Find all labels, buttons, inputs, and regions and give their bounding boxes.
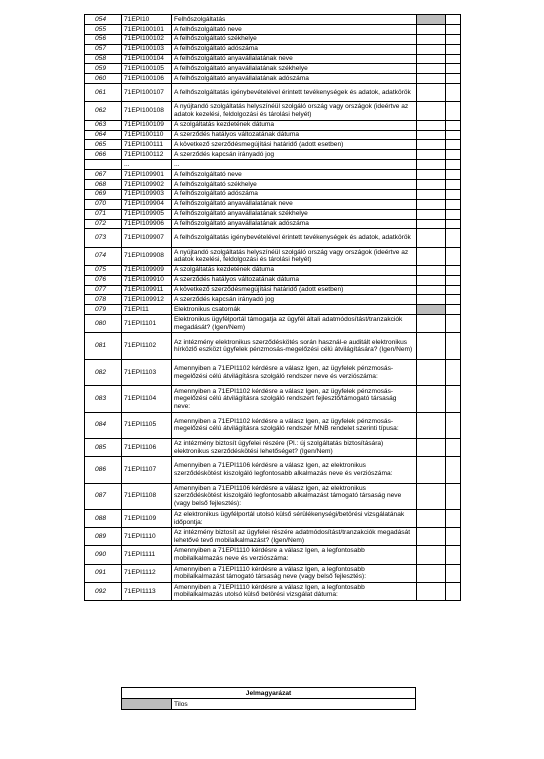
row-description: A felhőszolgáltató anyavállalatának neve bbox=[172, 54, 417, 64]
row-extra-cell bbox=[446, 199, 461, 209]
row-number: 067 bbox=[85, 170, 122, 180]
row-value-cell bbox=[417, 315, 446, 333]
legend-swatch bbox=[122, 699, 172, 710]
row-number: 077 bbox=[85, 285, 122, 295]
row-code: 71EPI1103 bbox=[122, 359, 172, 385]
row-description: Az intézmény biztosít az ügyfelei részére adatmódosítást/tranzakciók megadását lehetővé tevő mobilalkalmazást? (Igen/Nem) bbox=[172, 528, 417, 546]
row-value-cell bbox=[417, 412, 446, 438]
table-row bbox=[85, 528, 461, 546]
row-extra-cell bbox=[446, 15, 461, 25]
row-number: 057 bbox=[85, 44, 122, 54]
row-number: 087 bbox=[85, 483, 122, 509]
row-description: Amennyiben a 71EPI1102 kérdésre a válasz Igen, az ügyfelek pénzmosás-megelőzési célú átvilágításra szolgáló rendszert fejlesztő/támogató társaság neve: bbox=[172, 386, 417, 412]
legend bbox=[121, 687, 416, 710]
table-row bbox=[85, 509, 461, 527]
table-row bbox=[85, 140, 461, 150]
row-value-cell bbox=[417, 189, 446, 199]
row-code: 71EPI100105 bbox=[122, 64, 172, 74]
row-code: 71EPI100107 bbox=[122, 84, 172, 102]
row-value-cell bbox=[417, 209, 446, 219]
table-row bbox=[85, 546, 461, 564]
row-extra-cell bbox=[446, 295, 461, 305]
table-row bbox=[85, 386, 461, 412]
row-number: 062 bbox=[85, 102, 122, 120]
row-number: 059 bbox=[85, 64, 122, 74]
row-code: 71EPI109906 bbox=[122, 219, 172, 229]
row-code: 71EPI100112 bbox=[122, 150, 172, 160]
row-value-cell bbox=[417, 170, 446, 180]
legend-item bbox=[122, 699, 416, 710]
row-code: 71EPI100104 bbox=[122, 54, 172, 64]
row-description: A nyújtandó szolgáltatás helyszínéül szolgáló ország vagy országok (ideértve az adatok kezelési, feldolgozási és tárolási helyét) bbox=[172, 247, 417, 265]
row-code: 71EPI109910 bbox=[122, 275, 172, 285]
table-body bbox=[85, 15, 461, 601]
row-extra-cell bbox=[446, 438, 461, 456]
row-description: A nyújtandó szolgáltatás helyszínéül szolgáló ország vagy országok (ideértve az adatok kezelési, feldolgozási és tárolási helyét) bbox=[172, 102, 417, 120]
table-row bbox=[85, 44, 461, 54]
row-number: 080 bbox=[85, 315, 122, 333]
table-row bbox=[85, 315, 461, 333]
table-row bbox=[85, 120, 461, 130]
row-value-cell bbox=[417, 509, 446, 527]
row-extra-cell bbox=[446, 209, 461, 219]
row-extra-cell bbox=[446, 130, 461, 140]
row-description: Az elektronikus ügyfélportál utolsó külső sérülékenységi/betörési vizsgálatának időpontja: bbox=[172, 509, 417, 527]
row-description: A felhőszolgáltató anyavállalatának neve bbox=[172, 199, 417, 209]
row-value-cell bbox=[417, 140, 446, 150]
row-number: 065 bbox=[85, 140, 122, 150]
row-number: 076 bbox=[85, 275, 122, 285]
row-number bbox=[85, 160, 122, 170]
row-code: 71EPI100106 bbox=[122, 74, 172, 84]
row-number: 070 bbox=[85, 199, 122, 209]
legend-header-row bbox=[122, 688, 416, 699]
row-description: A következő szerződésmegújítási határidő (adott esetben) bbox=[172, 285, 417, 295]
row-value-cell bbox=[417, 457, 446, 483]
table-row bbox=[85, 84, 461, 102]
row-description: Az intézmény elektronikus szerződéskötés során használ-e auditált elektronikus hírközlő eszközt ügyfelek pénzmosás-megelőzési célú átvilágítására? (Igen/Nem) bbox=[172, 333, 417, 359]
row-number: 088 bbox=[85, 509, 122, 527]
row-extra-cell bbox=[446, 120, 461, 130]
table-row bbox=[85, 483, 461, 509]
row-value-cell bbox=[417, 582, 446, 600]
row-extra-cell bbox=[446, 150, 461, 160]
row-extra-cell bbox=[446, 189, 461, 199]
row-code: 71EPI100109 bbox=[122, 120, 172, 130]
row-description: A következő szerződésmegújítási határidő (adott esetben) bbox=[172, 140, 417, 150]
row-extra-cell bbox=[446, 265, 461, 275]
table-row bbox=[85, 34, 461, 44]
row-description: A felhőszolgáltató adószáma bbox=[172, 44, 417, 54]
table-row bbox=[85, 359, 461, 385]
row-extra-cell bbox=[446, 305, 461, 315]
row-code: 71EPI100103 bbox=[122, 44, 172, 54]
row-extra-cell bbox=[446, 219, 461, 229]
row-number: 068 bbox=[85, 179, 122, 189]
row-code: 71EPI1110 bbox=[122, 528, 172, 546]
row-value-cell bbox=[417, 546, 446, 564]
row-code: 71EPI1112 bbox=[122, 564, 172, 582]
row-number: 086 bbox=[85, 457, 122, 483]
row-description: A felhőszolgáltatás igénybevételével érintett tevékenységek és adatok, adatkörök bbox=[172, 229, 417, 247]
row-number: 072 bbox=[85, 219, 122, 229]
row-code: 71EPI109903 bbox=[122, 189, 172, 199]
row-description: A felhőszolgáltató anyavállalatának adószáma bbox=[172, 219, 417, 229]
row-value-cell bbox=[417, 15, 446, 25]
row-description: A felhőszolgáltató adószáma bbox=[172, 189, 417, 199]
table-row bbox=[85, 438, 461, 456]
table-row bbox=[85, 285, 461, 295]
table-row bbox=[85, 247, 461, 265]
row-code: 71EPI100111 bbox=[122, 140, 172, 150]
row-number: 066 bbox=[85, 150, 122, 160]
row-code: 71EPI100101 bbox=[122, 24, 172, 34]
row-number: 090 bbox=[85, 546, 122, 564]
row-extra-cell bbox=[446, 359, 461, 385]
legend-item-label: Tilos bbox=[172, 699, 416, 710]
row-code: 71EPI109902 bbox=[122, 179, 172, 189]
row-extra-cell bbox=[446, 229, 461, 247]
row-value-cell bbox=[417, 130, 446, 140]
row-code: 71EPI1109 bbox=[122, 509, 172, 527]
row-description: Amennyiben a 71EPI1110 kérdésre a válasz Igen, a legfontosabb mobilalkalmazás neve és verziószáma: bbox=[172, 546, 417, 564]
row-code: 71EPI109908 bbox=[122, 247, 172, 265]
row-value-cell bbox=[417, 275, 446, 285]
row-value-cell bbox=[417, 34, 446, 44]
table-row bbox=[85, 170, 461, 180]
row-code: 71EPI100102 bbox=[122, 34, 172, 44]
row-description: Amennyiben a 71EPI1110 kérdésre a válasz Igen, a legfontosabb mobilalkalmazást támogató társaság neve (vagy belső fejlesztés): bbox=[172, 564, 417, 582]
table-row bbox=[85, 564, 461, 582]
row-extra-cell bbox=[446, 247, 461, 265]
row-value-cell bbox=[417, 219, 446, 229]
row-code: 71EPI11 bbox=[122, 305, 172, 315]
row-number: 063 bbox=[85, 120, 122, 130]
row-extra-cell bbox=[446, 285, 461, 295]
row-extra-cell bbox=[446, 64, 461, 74]
table-row bbox=[85, 24, 461, 34]
row-description: A szerződés kapcsán irányadó jog bbox=[172, 295, 417, 305]
row-number: 083 bbox=[85, 386, 122, 412]
row-code: 71EPI109912 bbox=[122, 295, 172, 305]
row-extra-cell bbox=[446, 44, 461, 54]
row-extra-cell bbox=[446, 546, 461, 564]
row-extra-cell bbox=[446, 24, 461, 34]
row-number: 071 bbox=[85, 209, 122, 219]
row-description: Amennyiben a 71EPI1102 kérdésre a válasz Igen, az ügyfelek pénzmosás-megelőzési célú átvilágításra szolgáló rendszer neve és verziószáma: bbox=[172, 359, 417, 385]
row-number: 073 bbox=[85, 229, 122, 247]
row-value-cell bbox=[417, 44, 446, 54]
table-row bbox=[85, 209, 461, 219]
row-description: A felhőszolgáltató anyavállalatának székhelye bbox=[172, 209, 417, 219]
row-extra-cell bbox=[446, 160, 461, 170]
row-number: 085 bbox=[85, 438, 122, 456]
row-value-cell bbox=[417, 386, 446, 412]
table-row bbox=[85, 582, 461, 600]
row-code: 71EPI1106 bbox=[122, 438, 172, 456]
row-number: 092 bbox=[85, 582, 122, 600]
row-extra-cell bbox=[446, 528, 461, 546]
row-description: Amennyiben a 71EPI1110 kérdésre a válasz Igen, a legfontosabb mobilalkalmazás utolsó külső betörési vizsgálat dátuma: bbox=[172, 582, 417, 600]
row-description: A felhőszolgáltató neve bbox=[172, 24, 417, 34]
table-row bbox=[85, 150, 461, 160]
row-code: 71EPI1107 bbox=[122, 457, 172, 483]
row-extra-cell bbox=[446, 170, 461, 180]
row-extra-cell bbox=[446, 275, 461, 285]
row-description: A felhőszolgáltatás igénybevételével érintett tevékenységek és adatok, adatkörök bbox=[172, 84, 417, 102]
row-extra-cell bbox=[446, 333, 461, 359]
row-value-cell bbox=[417, 295, 446, 305]
row-extra-cell bbox=[446, 412, 461, 438]
row-extra-cell bbox=[446, 483, 461, 509]
row-number: 056 bbox=[85, 34, 122, 44]
row-code: 71EPI1111 bbox=[122, 546, 172, 564]
row-value-cell bbox=[417, 120, 446, 130]
row-number: 075 bbox=[85, 265, 122, 275]
table-row bbox=[85, 333, 461, 359]
row-value-cell bbox=[417, 483, 446, 509]
row-value-cell bbox=[417, 359, 446, 385]
row-number: 058 bbox=[85, 54, 122, 64]
row-number: 078 bbox=[85, 295, 122, 305]
row-code: 71EPI109905 bbox=[122, 209, 172, 219]
row-value-cell bbox=[417, 528, 446, 546]
row-number: 091 bbox=[85, 564, 122, 582]
row-value-cell bbox=[417, 305, 446, 315]
row-code: 71EPI109904 bbox=[122, 199, 172, 209]
row-code: 71EPI1105 bbox=[122, 412, 172, 438]
table-row bbox=[85, 265, 461, 275]
row-extra-cell bbox=[446, 54, 461, 64]
row-extra-cell bbox=[446, 582, 461, 600]
row-number: 061 bbox=[85, 84, 122, 102]
row-extra-cell bbox=[446, 102, 461, 120]
row-extra-cell bbox=[446, 386, 461, 412]
row-number: 084 bbox=[85, 412, 122, 438]
row-extra-cell bbox=[446, 179, 461, 189]
row-code: 71EPI100108 bbox=[122, 102, 172, 120]
row-number: 064 bbox=[85, 130, 122, 140]
row-value-cell bbox=[417, 150, 446, 160]
row-number: 054 bbox=[85, 15, 122, 25]
row-extra-cell bbox=[446, 84, 461, 102]
table-row bbox=[85, 64, 461, 74]
table-row bbox=[85, 412, 461, 438]
row-code: 71EPI100110 bbox=[122, 130, 172, 140]
row-description: A felhőszolgáltató anyavállalatának adószáma bbox=[172, 74, 417, 84]
row-extra-cell bbox=[446, 74, 461, 84]
row-value-cell bbox=[417, 102, 446, 120]
row-number: 069 bbox=[85, 189, 122, 199]
row-value-cell bbox=[417, 84, 446, 102]
row-value-cell bbox=[417, 160, 446, 170]
row-extra-cell bbox=[446, 315, 461, 333]
row-extra-cell bbox=[446, 457, 461, 483]
row-value-cell bbox=[417, 333, 446, 359]
table-row bbox=[85, 74, 461, 84]
legend-title: Jelmagyarázat bbox=[122, 688, 416, 699]
row-number: 081 bbox=[85, 333, 122, 359]
row-number: 089 bbox=[85, 528, 122, 546]
row-code: 71EPI109907 bbox=[122, 229, 172, 247]
row-value-cell bbox=[417, 438, 446, 456]
row-description: Az intézmény biztosít ügyfelei részére (Pl.: új szolgáltatás biztosítására) elektronikus szerződéskötési lehetőséget? (Igen/Nem) bbox=[172, 438, 417, 456]
row-description: Amennyiben a 71EPI1102 kérdésre a válasz Igen, az ügyfelek pénzmosás-megelőzési célú átvilágításra szolgáló rendszer MNB rendelet szerinti típusa: bbox=[172, 412, 417, 438]
row-value-cell bbox=[417, 179, 446, 189]
row-description: A felhőszolgáltató anyavállalatának székhelye bbox=[172, 64, 417, 74]
row-code: 71EPI109911 bbox=[122, 285, 172, 295]
row-description: A szerződés hatályos változatának dátuma bbox=[172, 275, 417, 285]
row-value-cell bbox=[417, 24, 446, 34]
table-row bbox=[85, 54, 461, 64]
row-number: 055 bbox=[85, 24, 122, 34]
row-description: A szolgáltatás kezdetének dátuma bbox=[172, 265, 417, 275]
row-code: 71EPI109901 bbox=[122, 170, 172, 180]
row-description: Elektronikus csatornák bbox=[172, 305, 417, 315]
row-description: Amennyiben a 71EPI1106 kérdésre a válasz Igen, az elektronikus szerződéskötést kiszolgáló legfontosabb alkalmazást támogató társaság neve (vagy belső fejlesztés): bbox=[172, 483, 417, 509]
table-row bbox=[85, 179, 461, 189]
table-row bbox=[85, 130, 461, 140]
row-value-cell bbox=[417, 54, 446, 64]
row-extra-cell bbox=[446, 140, 461, 150]
row-code: ... bbox=[122, 160, 172, 170]
row-description: Amennyiben a 71EPI1106 kérdésre a válasz Igen, az elektronikus szerződéskötést kiszolgáló legfontosabb alkalmazás neve és verziószáma: bbox=[172, 457, 417, 483]
row-value-cell bbox=[417, 265, 446, 275]
row-description: A szolgáltatás kezdetének dátuma bbox=[172, 120, 417, 130]
row-code: 71EPI109909 bbox=[122, 265, 172, 275]
row-code: 71EPI1104 bbox=[122, 386, 172, 412]
table-row bbox=[85, 160, 461, 170]
row-value-cell bbox=[417, 247, 446, 265]
row-code: 71EPI1101 bbox=[122, 315, 172, 333]
row-description: Elektronikus ügyfélportál támogatja az ügyfél általi adatmódosítást/tranzakciók megadását? (Igen/Nem) bbox=[172, 315, 417, 333]
row-code: 71EPI10 bbox=[122, 15, 172, 25]
row-value-cell bbox=[417, 64, 446, 74]
row-number: 074 bbox=[85, 247, 122, 265]
row-description: A felhőszolgáltató neve bbox=[172, 170, 417, 180]
table-row bbox=[85, 15, 461, 25]
table-row bbox=[85, 102, 461, 120]
row-description: Felhőszolgáltatás bbox=[172, 15, 417, 25]
row-description: A felhőszolgáltató székhelye bbox=[172, 179, 417, 189]
row-value-cell bbox=[417, 199, 446, 209]
table-row bbox=[85, 305, 461, 315]
row-description: A szerződés kapcsán irányadó jog bbox=[172, 150, 417, 160]
table-row bbox=[85, 219, 461, 229]
table-row bbox=[85, 457, 461, 483]
row-description: ... bbox=[172, 160, 417, 170]
row-code: 71EPI1102 bbox=[122, 333, 172, 359]
row-number: 060 bbox=[85, 74, 122, 84]
row-code: 71EPI1108 bbox=[122, 483, 172, 509]
table-row bbox=[85, 229, 461, 247]
row-extra-cell bbox=[446, 34, 461, 44]
row-number: 082 bbox=[85, 359, 122, 385]
table-row bbox=[85, 189, 461, 199]
table-row bbox=[85, 275, 461, 285]
row-extra-cell bbox=[446, 509, 461, 527]
row-value-cell bbox=[417, 74, 446, 84]
row-description: A szerződés hatályos változatának dátuma bbox=[172, 130, 417, 140]
row-number: 079 bbox=[85, 305, 122, 315]
data-table bbox=[84, 14, 461, 601]
row-value-cell bbox=[417, 285, 446, 295]
row-description: A felhőszolgáltató székhelye bbox=[172, 34, 417, 44]
table-row bbox=[85, 199, 461, 209]
row-value-cell bbox=[417, 229, 446, 247]
row-code: 71EPI1113 bbox=[122, 582, 172, 600]
row-extra-cell bbox=[446, 564, 461, 582]
table-row bbox=[85, 295, 461, 305]
row-value-cell bbox=[417, 564, 446, 582]
